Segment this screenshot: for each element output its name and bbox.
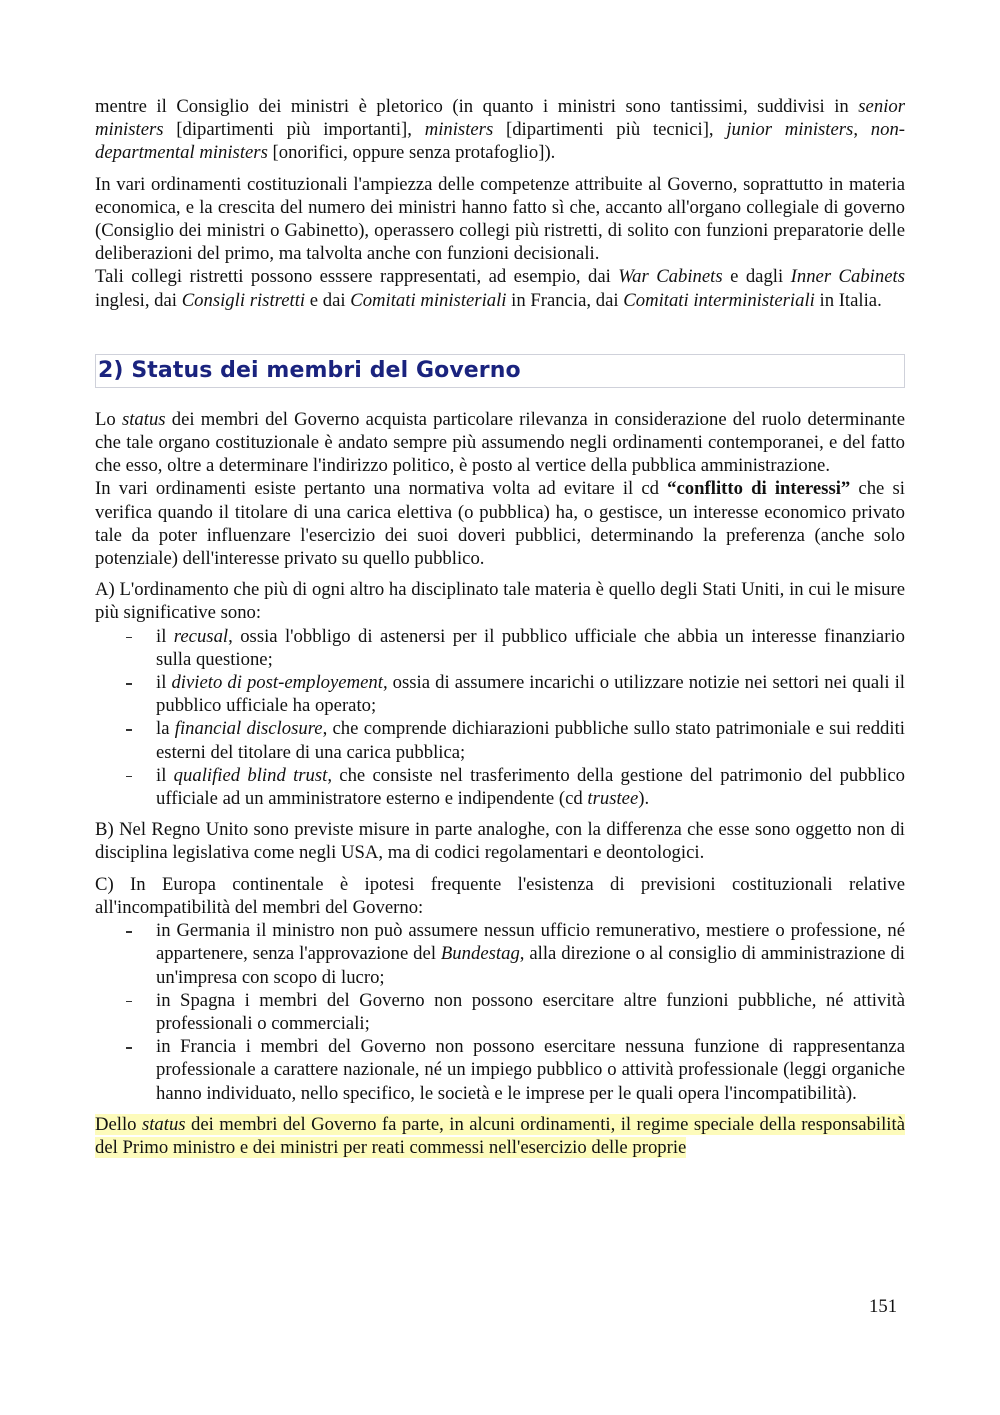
text-highlight	[95, 1114, 905, 1158]
intro-paragraph-3	[95, 265, 905, 311]
dash-bullet-icon	[126, 1047, 132, 1049]
dash-bullet-icon	[126, 931, 132, 933]
intro-paragraph-1	[95, 95, 905, 165]
section-paragraph-1	[95, 408, 905, 478]
text-run: financial disclosure	[174, 718, 323, 740]
document-page	[95, 95, 905, 1159]
text-run: ,	[853, 119, 871, 141]
text-run: il	[156, 672, 172, 694]
text-run: In vari ordinamenti esiste pertanto una normativa volta ad evitare il cd	[95, 478, 668, 500]
text-run: la	[156, 718, 175, 740]
text-run: Inner Cabinets	[790, 266, 905, 288]
text-run: e dagli	[722, 266, 791, 288]
list-item	[95, 671, 905, 717]
list-a	[95, 625, 905, 811]
text-run: recusal	[173, 625, 229, 647]
text-run: A) L'ordinamento che più di ogni altro ha disciplinato tale materia è quello degli Stati Uniti, in cui le misure più significative sono:	[95, 579, 905, 624]
text-run: ).	[638, 788, 650, 810]
dash-bullet-icon	[126, 776, 132, 778]
text-run: status	[141, 1113, 186, 1135]
text-run: In vari ordinamenti costituzionali l'ampiezza delle competenze attribuite al Governo, soprattutto in materia economica, e la crescita del numero dei ministri hanno fatto sì che, accanto all'organo collegiale di governo (Consiglio dei ministri o Gabinetto), operassero collegi più ristretti, di solito con funzioni preparatorie delle deliberazioni del primo, ma talvolta anche con funzioni decisionali.	[95, 173, 905, 265]
text-run: dei membri del Governo acquista particolare rilevanza in considerazione del ruolo determinante che tale organo costituzionale è andato sempre più assumendo negli ordinamenti contemporanei, e del fatto che esso, oltre a determinare l'indirizzo politico, è posto al vertice della pubblica amministrazione.	[95, 408, 905, 477]
list-item	[95, 717, 905, 763]
paragraph-c	[95, 873, 905, 919]
paragraph-a	[95, 578, 905, 624]
highlighted-paragraph	[95, 1113, 905, 1159]
text-run: C) In Europa continentale è ipotesi frequente l'esistenza di previsioni costituzionali relative all'incompatibilità del membri del Governo:	[95, 873, 905, 918]
text-run: in Francia i membri del Governo non possono esercitare nessuna funzione di rappresentanza professionale a carattere nazionale, né un impiego pubblico o attività professionale (leggi organiche hanno individuato, nello specifico, le società e le imprese per le quali opera l'incompatibilità).	[156, 1036, 905, 1104]
text-run: che si verifica quando il titolare di una carica elettiva (o pubblica) ha, o gestisce, un interesse economico privato tale da poter influenzare l'esercizio dei suoi doveri pubblici, determinando la preferenza (anche solo potenziale) dell'interesse privato su quello pubblico.	[95, 478, 905, 570]
text-run: , ossia l'obbligo di astenersi per il pubblico ufficiale che abbia un interesse finanziario sulla questione;	[156, 625, 905, 670]
text-run: Consigli ristretti	[181, 289, 306, 311]
text-run: non-departmental ministers	[95, 119, 906, 164]
dash-bullet-icon	[126, 637, 132, 639]
text-run: dei membri del Governo fa parte, in alcuni ordinamenti, il regime speciale della responsabilità del Primo ministro e dei ministri per reati commessi nell'esercizio delle proprie	[95, 1113, 905, 1158]
dash-bullet-icon	[126, 1001, 132, 1003]
page-number: 151	[869, 1296, 898, 1317]
text-run: Lo	[95, 408, 122, 430]
text-run: ministers	[424, 119, 494, 141]
list-item	[95, 919, 905, 989]
text-run: [dipartimenti più tecnici],	[493, 119, 727, 141]
text-run: senior ministers	[95, 96, 905, 141]
paragraph-b	[95, 818, 905, 864]
text-run: Dello	[95, 1113, 142, 1135]
text-run: in Italia.	[814, 289, 882, 311]
text-run: , che consiste nel trasferimento della gestione del patrimonio del pubblico ufficiale ad un amministratore esterno e indipendente (cd	[156, 764, 905, 810]
text-run: in Spagna i membri del Governo non possono esercitare altre funzioni pubbliche, né attività professionali o commerciali;	[156, 989, 905, 1034]
text-run: “conflitto di interessi”	[667, 478, 851, 500]
text-run: War Cabinets	[618, 266, 723, 288]
intro-paragraph-2	[95, 173, 905, 266]
text-run: Tali collegi ristretti possono esssere rappresentati, ad esempio, dai	[95, 266, 619, 288]
text-run: Comitati ministeriali	[350, 289, 507, 311]
text-run: inglesi, dai	[95, 289, 182, 311]
section-paragraph-2	[95, 477, 905, 570]
text-run: trustee	[587, 788, 639, 810]
text-run: e dai	[305, 289, 351, 311]
dash-bullet-icon	[126, 683, 132, 685]
text-run: [onorifici, oppure senza protafoglio]).	[267, 142, 556, 164]
list-c	[95, 919, 905, 1105]
text-run: , ossia di assumere incarichi o utilizzare notizie nei settori nei quali il pubblico ufficiale ha operato;	[156, 672, 905, 717]
section-heading-box	[95, 354, 905, 388]
text-run: , che comprende dichiarazioni pubbliche sullo stato patrimoniale e sui redditi esterni del titolare di una carica pubblica;	[156, 718, 905, 763]
list-item	[95, 1035, 905, 1105]
text-run: , alla direzione o al consiglio di amministrazione di un'impresa con scopo di lucro;	[156, 943, 905, 988]
list-item	[95, 625, 905, 671]
text-run: mentre il Consiglio dei ministri è pletorico (in quanto i ministri sono tantissimi, suddivisi in	[95, 96, 859, 117]
text-run: qualified blind trust	[173, 764, 328, 786]
text-run: il	[156, 764, 174, 786]
text-run: [dipartimenti più importanti],	[163, 119, 425, 141]
list-item	[95, 989, 905, 1035]
text-run: junior ministers	[726, 119, 854, 141]
dash-bullet-icon	[126, 729, 132, 731]
text-run: il	[156, 625, 174, 647]
section-heading: 2) Status dei membri del Governo	[98, 357, 521, 383]
list-item	[95, 764, 905, 810]
text-run: in Francia, dai	[506, 289, 624, 311]
text-run: B) Nel Regno Unito sono previste misure in parte analoghe, con la differenza che esse sono oggetto non di disciplina legislativa come negli USA, ma di codici regolamentari e deontologici.	[95, 819, 905, 864]
text-run: status	[121, 408, 166, 430]
text-run: Bundestag	[440, 943, 520, 965]
text-run: divieto di post-employement	[171, 672, 383, 694]
text-run: in Germania il ministro non può assumere nessun ufficio remunerativo, mestiere o professione, né appartenere, senza l'approvazione del	[156, 920, 905, 965]
text-run: Comitati interministeriali	[623, 289, 815, 311]
